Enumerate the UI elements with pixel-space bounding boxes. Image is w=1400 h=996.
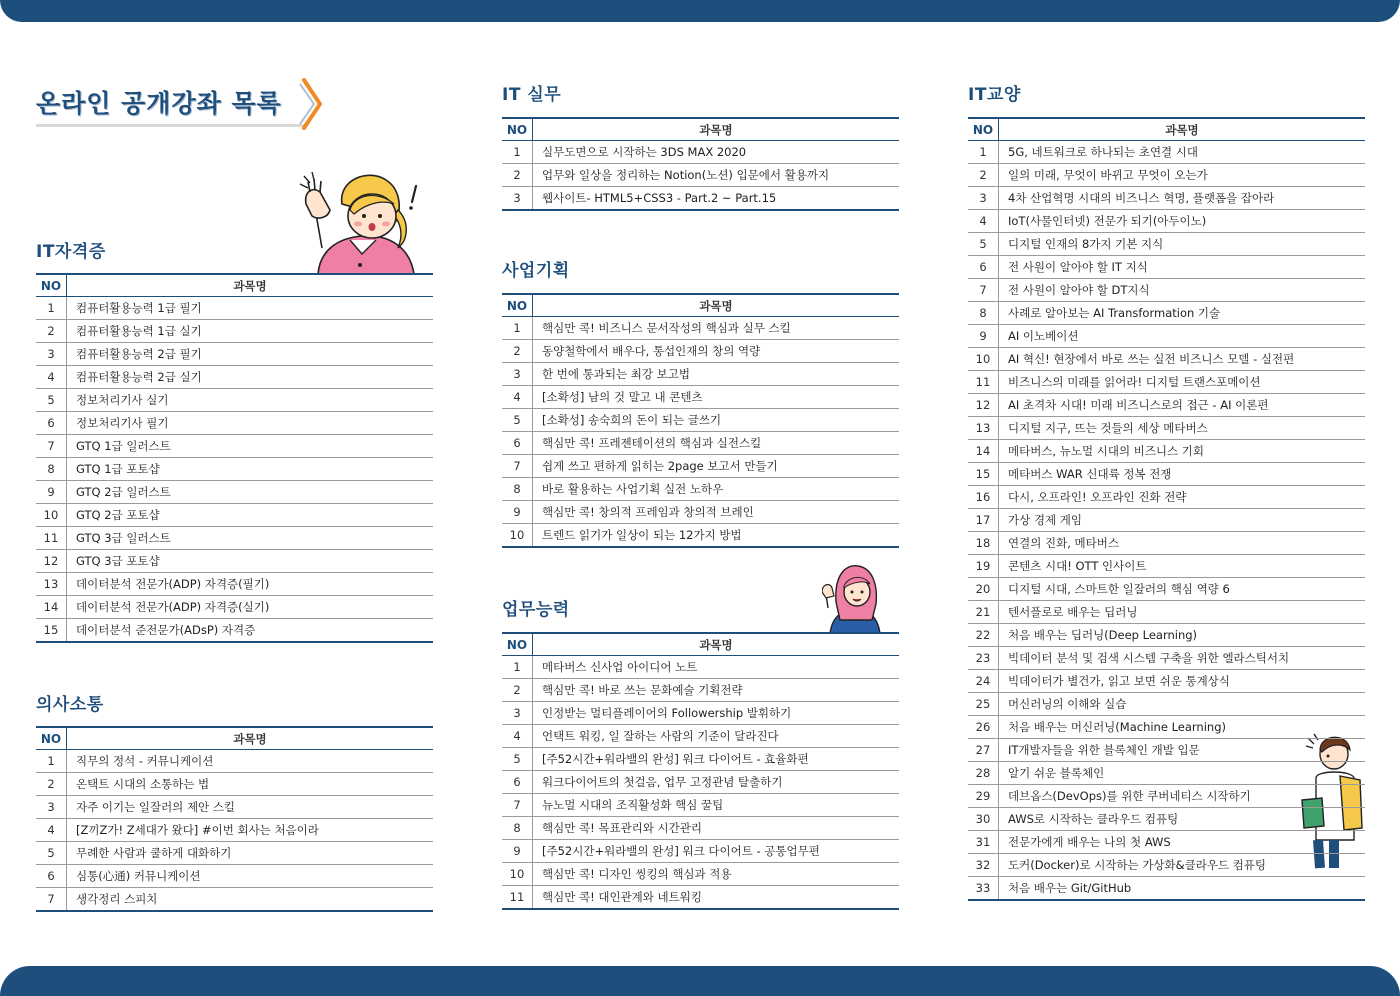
row-number: 6	[36, 865, 67, 888]
course-name: GTQ 3급 포토샵	[67, 550, 434, 573]
row-number: 5	[36, 842, 67, 865]
course-name: 한 번에 통과되는 최강 보고법	[533, 363, 900, 386]
row-number: 9	[502, 840, 533, 863]
table-row	[502, 409, 899, 432]
row-number: 16	[968, 486, 999, 509]
row-number: 1	[502, 141, 533, 164]
table-row	[968, 417, 1365, 440]
table-row	[36, 389, 433, 412]
course-name: 처음 배우는 Git/GitHub	[999, 877, 1366, 901]
table-row	[36, 527, 433, 550]
course-name: 디지털 지구, 뜨는 것들의 세상 메타버스	[999, 417, 1366, 440]
table-row	[36, 435, 433, 458]
course-name: AWS로 시작하는 클라우드 컴퓨팅	[999, 808, 1366, 831]
table-it-practice	[502, 117, 899, 211]
table-row	[502, 794, 899, 817]
course-name: 전 사원이 알아야 할 DT지식	[999, 279, 1366, 302]
table-row	[502, 524, 899, 548]
column-header-no: NO	[502, 633, 533, 656]
section-title-business-plan: 사업기획	[502, 261, 570, 281]
row-number: 10	[502, 863, 533, 886]
course-name: 컴퓨터활용능력 2급 필기	[67, 343, 434, 366]
table-row	[36, 888, 433, 912]
row-number: 14	[36, 596, 67, 619]
row-number: 19	[968, 555, 999, 578]
table-row	[502, 455, 899, 478]
row-number: 8	[36, 458, 67, 481]
table-row	[968, 256, 1365, 279]
course-name: AI 초격차 시대! 미래 비즈니스로의 접근 - AI 이론편	[999, 394, 1366, 417]
table-row	[36, 819, 433, 842]
course-name: [소확성] 송숙희의 돈이 되는 글쓰기	[533, 409, 900, 432]
course-name: 핵심만 콕! 대인관계와 네트워킹	[533, 886, 900, 910]
table-row	[968, 187, 1365, 210]
course-name: 4차 산업혁명 시대의 비즈니스 혁명, 플랫폼을 잡아라	[999, 187, 1366, 210]
table-row	[968, 486, 1365, 509]
bottom-band	[0, 966, 1400, 996]
section-title-it-cert: IT자격증	[36, 242, 106, 262]
course-name: 핵심만 콕! 프레젠테이션의 핵심과 실전스킬	[533, 432, 900, 455]
table-row	[968, 762, 1365, 785]
table-row	[968, 854, 1365, 877]
row-number: 1	[502, 317, 533, 340]
row-number: 2	[502, 340, 533, 363]
table-it-cert	[36, 273, 433, 643]
course-name: 업무와 일상을 정리하는 Notion(노션) 입문에서 활용까지	[533, 164, 900, 187]
course-name: 가상 경제 게임	[999, 509, 1366, 532]
course-name: 처음 배우는 딥러닝(Deep Learning)	[999, 624, 1366, 647]
row-number: 5	[36, 389, 67, 412]
course-name: GTQ 1급 일러스트	[67, 435, 434, 458]
table-row	[36, 550, 433, 573]
table-row	[502, 886, 899, 910]
row-number: 12	[36, 550, 67, 573]
course-name: 실무도면으로 시작하는 3DS MAX 2020	[533, 141, 900, 164]
table-row	[968, 164, 1365, 187]
row-number: 4	[36, 819, 67, 842]
table-row	[502, 478, 899, 501]
course-name: 트렌드 읽기가 일상이 되는 12가지 방법	[533, 524, 900, 548]
table-row	[502, 656, 899, 679]
row-number: 7	[36, 888, 67, 912]
course-name: 전문가에게 배우는 나의 첫 AWS	[999, 831, 1366, 854]
row-number: 6	[502, 432, 533, 455]
table-row	[968, 210, 1365, 233]
table-row	[36, 596, 433, 619]
course-name: 빅데이터 분석 및 검색 시스템 구축을 위한 엘라스틱서치	[999, 647, 1366, 670]
row-number: 8	[502, 817, 533, 840]
table-it-culture	[968, 117, 1365, 901]
row-number: 33	[968, 877, 999, 901]
table-row	[968, 785, 1365, 808]
row-number: 13	[36, 573, 67, 596]
table-row	[968, 877, 1365, 901]
row-number: 31	[968, 831, 999, 854]
table-row	[968, 647, 1365, 670]
course-name: 컴퓨터활용능력 1급 실기	[67, 320, 434, 343]
table-row	[502, 317, 899, 340]
row-number: 3	[502, 363, 533, 386]
row-number: 3	[36, 796, 67, 819]
table-row	[968, 601, 1365, 624]
course-name: 도커(Docker)로 시작하는 가상화&클라우드 컴퓨팅	[999, 854, 1366, 877]
table-row	[502, 501, 899, 524]
row-number: 1	[36, 297, 67, 320]
course-name: 머신러닝의 이해와 실습	[999, 693, 1366, 716]
row-number: 8	[502, 478, 533, 501]
girl-raising-hand-illustration	[298, 170, 434, 274]
table-row	[36, 796, 433, 819]
column-header-name: 과목명	[999, 118, 1366, 141]
table-row	[502, 432, 899, 455]
column-header-name: 과목명	[533, 633, 900, 656]
section-title-work-skill: 업무능력	[502, 600, 570, 620]
table-row	[968, 394, 1365, 417]
row-number: 1	[502, 656, 533, 679]
row-number: 5	[968, 233, 999, 256]
table-communication	[36, 726, 433, 912]
row-number: 4	[968, 210, 999, 233]
table-row	[968, 325, 1365, 348]
course-name: 온택트 시대의 소통하는 법	[67, 773, 434, 796]
table-row	[968, 302, 1365, 325]
row-number: 2	[502, 679, 533, 702]
course-name: 빅데이터가 별건가, 읽고 보면 쉬운 통계상식	[999, 670, 1366, 693]
column-header-no: NO	[502, 118, 533, 141]
table-row	[502, 141, 899, 164]
row-number: 26	[968, 716, 999, 739]
row-number: 24	[968, 670, 999, 693]
row-number: 9	[36, 481, 67, 504]
row-number: 4	[502, 386, 533, 409]
course-name: 쉽게 쓰고 편하게 읽히는 2page 보고서 만들기	[533, 455, 900, 478]
row-number: 29	[968, 785, 999, 808]
table-row	[502, 771, 899, 794]
column-header-no: NO	[36, 274, 67, 297]
row-number: 1	[36, 750, 67, 773]
course-name: AI 이노베이션	[999, 325, 1366, 348]
table-row	[968, 348, 1365, 371]
table-row	[36, 458, 433, 481]
course-name: 핵심만 콕! 비즈니스 문서작성의 핵심과 실무 스킬	[533, 317, 900, 340]
table-row	[502, 702, 899, 725]
row-number: 2	[968, 164, 999, 187]
table-row	[502, 840, 899, 863]
row-number: 13	[968, 417, 999, 440]
row-number: 7	[36, 435, 67, 458]
course-name: GTQ 2급 포토샵	[67, 504, 434, 527]
course-name: 정보처리기사 필기	[67, 412, 434, 435]
course-name: 핵심만 콕! 목표관리와 시간관리	[533, 817, 900, 840]
course-name: 컴퓨터활용능력 1급 필기	[67, 297, 434, 320]
title-underline	[36, 124, 306, 127]
table-row	[968, 509, 1365, 532]
course-name: [Z끼Z가! Z세대가 왔다] #이번 회사는 처음이라	[67, 819, 434, 842]
course-name: 데브옵스(DevOps)를 위한 쿠버네티스 시작하기	[999, 785, 1366, 808]
row-number: 9	[968, 325, 999, 348]
table-row	[36, 750, 433, 773]
table-row	[968, 463, 1365, 486]
course-name: 웹사이트- HTML5+CSS3 - Part.2 ~ Part.15	[533, 187, 900, 211]
row-number: 4	[502, 725, 533, 748]
row-number: 3	[968, 187, 999, 210]
table-row	[502, 679, 899, 702]
column-header-name: 과목명	[67, 727, 434, 750]
row-number: 2	[36, 773, 67, 796]
row-number: 18	[968, 532, 999, 555]
row-number: 6	[36, 412, 67, 435]
course-name: 정보처리기사 실기	[67, 389, 434, 412]
course-name: 비즈니스의 미래를 읽어라! 디지털 트랜스포메이션	[999, 371, 1366, 394]
row-number: 3	[502, 702, 533, 725]
course-name: 핵심만 콕! 디자인 씽킹의 핵심과 적용	[533, 863, 900, 886]
table-row	[502, 363, 899, 386]
row-number: 5	[502, 748, 533, 771]
section-title-it-culture: IT교양	[968, 85, 1021, 105]
column-header-name: 과목명	[67, 274, 434, 297]
table-row	[502, 863, 899, 886]
course-name: 처음 배우는 머신러닝(Machine Learning)	[999, 716, 1366, 739]
row-number: 21	[968, 601, 999, 624]
table-row	[968, 670, 1365, 693]
course-name: 콘텐츠 시대! OTT 인사이트	[999, 555, 1366, 578]
row-number: 28	[968, 762, 999, 785]
page-title: 온라인 공개강좌 목록	[36, 89, 282, 118]
row-number: 7	[968, 279, 999, 302]
table-row	[36, 773, 433, 796]
row-number: 25	[968, 693, 999, 716]
row-number: 22	[968, 624, 999, 647]
row-number: 32	[968, 854, 999, 877]
row-number: 10	[968, 348, 999, 371]
table-row	[36, 504, 433, 527]
table-row	[36, 412, 433, 435]
row-number: 5	[502, 409, 533, 432]
row-number: 11	[502, 886, 533, 910]
course-name: 뉴노멀 시대의 조직활성화 핵심 꿀팁	[533, 794, 900, 817]
table-row	[968, 233, 1365, 256]
course-name: IoT(사물인터넷) 전문가 되기(아두이노)	[999, 210, 1366, 233]
table-row	[968, 279, 1365, 302]
table-row	[36, 619, 433, 643]
course-name: 동양철학에서 배우다, 통섭인재의 창의 역량	[533, 340, 900, 363]
table-row	[968, 440, 1365, 463]
row-number: 15	[36, 619, 67, 643]
girl-waving-illustration	[822, 562, 884, 634]
row-number: 10	[36, 504, 67, 527]
course-name: GTQ 1급 포토샵	[67, 458, 434, 481]
table-row	[968, 141, 1365, 164]
table-row	[968, 371, 1365, 394]
row-number: 11	[36, 527, 67, 550]
table-row	[502, 748, 899, 771]
course-name: 디지털 시대, 스마트한 일잘러의 핵심 역량 6	[999, 578, 1366, 601]
column-header-name: 과목명	[533, 118, 900, 141]
row-number: 27	[968, 739, 999, 762]
row-number: 7	[502, 455, 533, 478]
course-name: 심통(心通) 커뮤니케이션	[67, 865, 434, 888]
table-business-plan	[502, 293, 899, 548]
table-row	[968, 831, 1365, 854]
course-name: 메타버스, 뉴노멀 시대의 비즈니스 기회	[999, 440, 1366, 463]
course-name: 전 사원이 알아야 할 IT 지식	[999, 256, 1366, 279]
course-name: 직무의 정석 - 커뮤니케이션	[67, 750, 434, 773]
table-row	[502, 340, 899, 363]
row-number: 14	[968, 440, 999, 463]
course-name: 메타버스 WAR 신대륙 정복 전쟁	[999, 463, 1366, 486]
course-name: [소확성] 남의 것 말고 내 콘텐츠	[533, 386, 900, 409]
table-row	[968, 739, 1365, 762]
row-number: 15	[968, 463, 999, 486]
course-name: 메타버스 신사업 아이디어 노트	[533, 656, 900, 679]
row-number: 1	[968, 141, 999, 164]
course-name: 무례한 사람과 쿨하게 대화하기	[67, 842, 434, 865]
row-number: 17	[968, 509, 999, 532]
course-name: 자주 이기는 일잘러의 제안 스킬	[67, 796, 434, 819]
column-header-name: 과목명	[533, 294, 900, 317]
table-row	[36, 865, 433, 888]
course-name: 알기 쉬운 블록체인	[999, 762, 1366, 785]
course-name: AI 혁신! 현장에서 바로 쓰는 실전 비즈니스 모델 - 실전편	[999, 348, 1366, 371]
row-number: 11	[968, 371, 999, 394]
course-name: [주52시간+워라밸의 완성] 워크 다이어트 - 효율화편	[533, 748, 900, 771]
course-name: 데이터분석 전문가(ADP) 자격증(실기)	[67, 596, 434, 619]
table-row	[968, 624, 1365, 647]
row-number: 8	[968, 302, 999, 325]
row-number: 2	[502, 164, 533, 187]
chevron-right-icon	[296, 76, 326, 132]
row-number: 7	[502, 794, 533, 817]
course-name: 데이터분석 전문가(ADP) 자격증(필기)	[67, 573, 434, 596]
row-number: 2	[36, 320, 67, 343]
course-name: 핵심만 콕! 바로 쓰는 문화예술 기획전략	[533, 679, 900, 702]
column-header-no: NO	[36, 727, 67, 750]
column-header-no: NO	[502, 294, 533, 317]
course-name: GTQ 3급 일러스트	[67, 527, 434, 550]
row-number: 12	[968, 394, 999, 417]
course-name: 일의 미래, 무엇이 바뀌고 무엇이 오는가	[999, 164, 1366, 187]
course-name: 생각정리 스피치	[67, 888, 434, 912]
table-row	[502, 187, 899, 211]
section-title-it-practice: IT 실무	[502, 85, 562, 105]
row-number: 6	[968, 256, 999, 279]
table-row	[36, 320, 433, 343]
row-number: 23	[968, 647, 999, 670]
table-row	[36, 366, 433, 389]
course-name: GTQ 2급 일러스트	[67, 481, 434, 504]
course-name: 인정받는 멀티플레이어의 Followership 발휘하기	[533, 702, 900, 725]
table-row	[968, 808, 1365, 831]
table-row	[968, 532, 1365, 555]
table-row	[502, 386, 899, 409]
course-name: [주52시간+워라밸의 완성] 워크 다이어트 - 공통업무편	[533, 840, 900, 863]
course-name: 핵심만 콕! 창의적 프레임과 창의적 브레인	[533, 501, 900, 524]
column-header-no: NO	[968, 118, 999, 141]
table-row	[502, 725, 899, 748]
course-name: 언택트 워킹, 일 잘하는 사람의 기준이 달라진다	[533, 725, 900, 748]
course-name: 컴퓨터활용능력 2급 실기	[67, 366, 434, 389]
course-name: 바로 활용하는 사업기획 실전 노하우	[533, 478, 900, 501]
table-row	[36, 842, 433, 865]
course-name: 다시, 오프라인! 오프라인 진화 전략	[999, 486, 1366, 509]
table-row	[502, 164, 899, 187]
table-row	[36, 343, 433, 366]
table-work-skill	[502, 632, 899, 910]
table-row	[968, 693, 1365, 716]
table-row	[502, 817, 899, 840]
section-title-communication: 의사소통	[36, 695, 104, 715]
top-band	[0, 0, 1400, 22]
table-row	[968, 716, 1365, 739]
course-name: 5G, 네트워크로 하나되는 초연결 시대	[999, 141, 1366, 164]
row-number: 4	[36, 366, 67, 389]
row-number: 3	[36, 343, 67, 366]
row-number: 3	[502, 187, 533, 211]
course-name: IT개발자들을 위한 블록체인 개발 입문	[999, 739, 1366, 762]
course-name: 사례로 알아보는 AI Transformation 기술	[999, 302, 1366, 325]
row-number: 6	[502, 771, 533, 794]
row-number: 9	[502, 501, 533, 524]
course-name: 워크다이어트의 첫걸음, 업무 고정관념 탈출하기	[533, 771, 900, 794]
row-number: 30	[968, 808, 999, 831]
row-number: 20	[968, 578, 999, 601]
row-number: 10	[502, 524, 533, 548]
table-row	[36, 573, 433, 596]
table-row	[968, 555, 1365, 578]
table-row	[36, 297, 433, 320]
course-name: 텐서플로로 배우는 딥러닝	[999, 601, 1366, 624]
table-row	[36, 481, 433, 504]
course-name: 데이터분석 준전문가(ADsP) 자격증	[67, 619, 434, 643]
table-row	[968, 578, 1365, 601]
course-name: 연결의 진화, 메타버스	[999, 532, 1366, 555]
course-name: 디지털 인재의 8가지 기본 지식	[999, 233, 1366, 256]
